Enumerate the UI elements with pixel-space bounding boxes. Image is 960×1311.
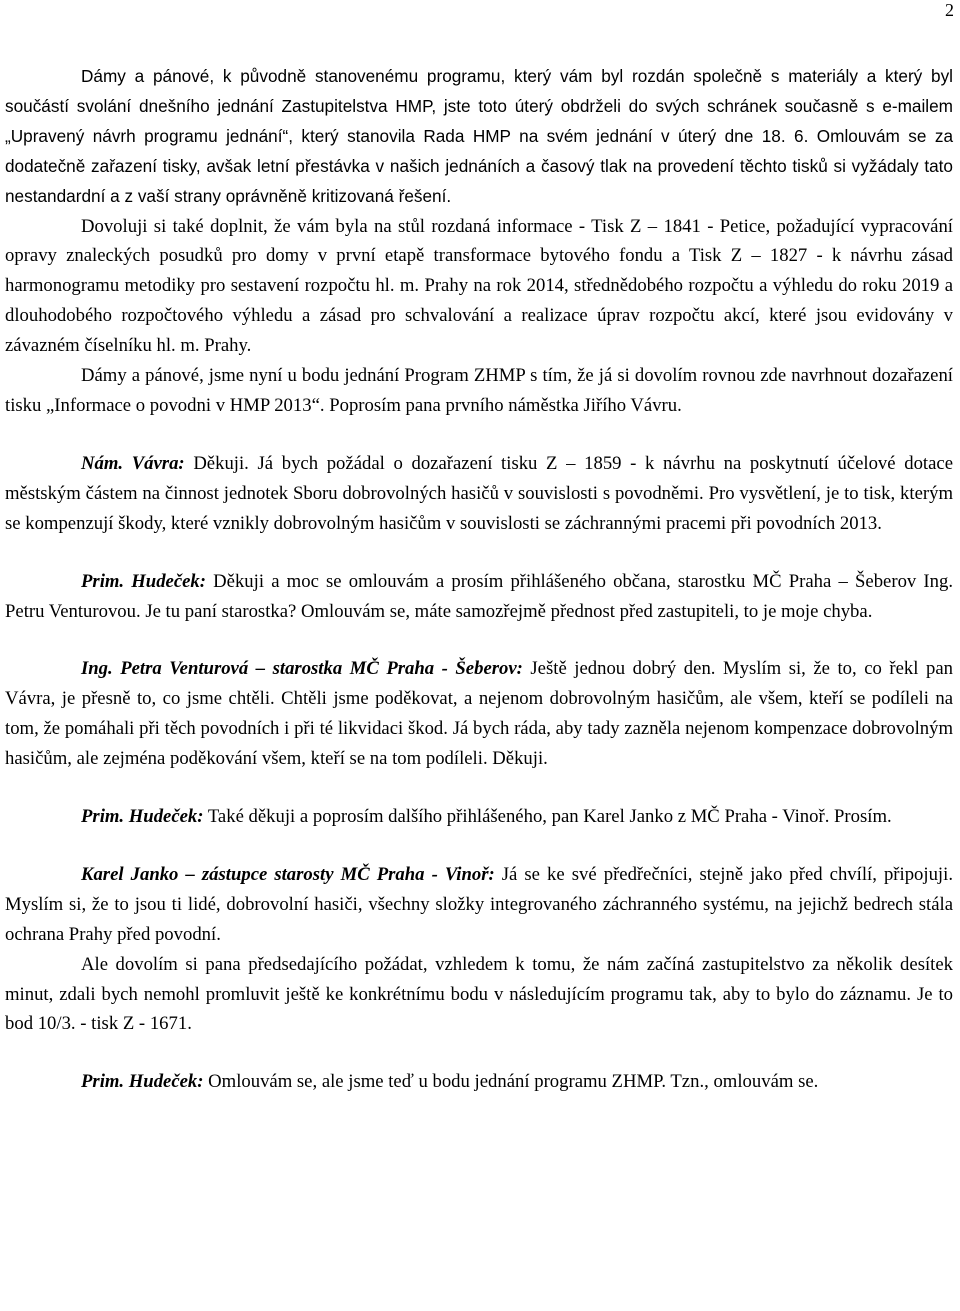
speaker-name: Karel Janko – zástupce starosty MČ Praha - Vinoř: <box>81 863 495 885</box>
statement-text: Ještě jednou dobrý den. Myslím si, že to, co řekl pan Vávra, je přesně to, co jsme chtěli. Chtěli jsme poděkovat, a nejenom dobrovolným hasičům, ale všem, kteří se podíleli na tom, že pomáhali při těch povodních i při té likvidaci škod. Já bych ráda, aby tady zazněla nejenom kompenzace dobrovolným hasičům, ale zejména poděkování všem, kteří se na tom podíleli. Děkuji. <box>5 658 953 770</box>
paragraph-gap <box>5 626 953 654</box>
speaker-name: Prim. Hudeček: <box>81 570 206 592</box>
speaker-name: Ing. Petra Venturová – starostka MČ Praha - Šeberov: <box>81 658 523 680</box>
paragraph-program-proposal <box>5 361 953 421</box>
paragraph-gap <box>5 539 953 567</box>
paragraph-gap <box>5 421 953 449</box>
speaker-name: Prim. Hudeček: <box>81 806 204 828</box>
statement-hudecek-2 <box>5 802 953 832</box>
statement-text: Děkuji a moc se omlouvám a prosím přihlášeného občana, starostku MČ Praha – Šeberov Ing. Petru Venturovou. Je tu paní starostka? Omlouvám se, máte samozřejmě přednost před zastupiteli, to je moje chyba. <box>5 570 954 622</box>
paragraph-text: Ale dovolím si pana předsedajícího požádat, vzhledem k tomu, že nám začíná zastupitelstvo za několik desítek minut, zdali bych nemohl promluvit ještě ke konkrétnímu bodu v následujícím programu tak, aby to bylo do záznamu. Je to bod 10/3. - tisk Z - 1671. <box>5 953 953 1035</box>
statement-text: Děkuji. Já bych požádal o dozařazení tisku Z – 1859 - k návrhu na poskytnutí účelové dotace městským částem na činnost jednotek Sboru dobrovolných hasičů v souvislosti s povodněmi. Pro vysvětlení, je to tisk, kterým se kompenzují škody, které vznikly dobrovolným hasičům v souvislosti se záchrannými pracemi při povodních 2013. <box>5 452 953 534</box>
statement-hudecek-1 <box>5 567 953 627</box>
paragraph-text: Dámy a pánové, jsme nyní u bodu jednání Program ZHMP s tím, že já si dovolím rovnou zde navrhnout dozařazení tisku „Informace o povodni v HMP 2013“. Poprosím pana prvního náměstka Jiřího Vávru. <box>5 365 953 416</box>
statement-janko-continued <box>5 950 953 1040</box>
speaker-name: Prim. Hudeček: <box>81 1071 204 1093</box>
statement-venturova <box>5 654 953 774</box>
paragraph-opening <box>5 62 953 212</box>
paragraph-gap <box>5 832 953 860</box>
paragraph-text: Dovoluji si také doplnit, že vám byla na stůl rozdaná informace - Tisk Z – 1841 - Petice, požadující vypracování opravy znaleckých posudků pro domy v první etapě transformace bytového fondu a Tisk Z – 1827 - k návrhu zásad harmonogramu metodiky pro sestavení rozpočtu hl. m. Prahy na rok 2014, střednědobého rozpočtu a výhledu do roku 2019 a dlouhodobého rozpočtového výhledu a zásad pro schvalování a realizace úprav rozpočtu akcí, které jsou evidovány v závazném číselníku hl. m. Prahy. <box>5 215 953 357</box>
statement-hudecek-3 <box>5 1067 953 1097</box>
paragraph-gap <box>5 774 953 802</box>
statement-text: Omlouvám se, ale jsme teď u bodu jednání programu ZHMP. Tzn., omlouvám se. <box>203 1071 819 1093</box>
statement-janko <box>5 860 953 950</box>
statement-vavra <box>5 449 953 539</box>
paragraph-text: Dámy a pánové, k původně stanovenému programu, který vám byl rozdán společně s materiály a který byl součástí svolání dnešního jednání Zastupitelstva HMP, jste toto úterý obdrželi do svých schránek současně s e-mailem „Upravený návrh programu jednání“, který stanovila Rada HMP na svém jednání v úterý dne 18. 6. Omlouvám se za dodatečně zařazení tisky, avšak letní přestávka v našich jednáních a časový tlak na provedení těchto tisků si vyžádaly tato nestandardní a z vaší strany oprávněně kritizovaná řešení. <box>5 66 953 206</box>
document-body <box>5 62 953 1097</box>
page-number: 2 <box>945 0 954 20</box>
statement-text: Já se ke své předřečníci, stejně jako před chvílí, připojuji. Myslím si, že to jsou ti lidé, dobrovolní hasiči, všechny složky integrovaného záchranného systému, na jejichž bedrech stála ochrana Prahy před povodní. <box>5 863 953 945</box>
statement-text: Také děkuji a poprosím dalšího přihlášeného, pan Karel Janko z MČ Praha - Vinoř. Prosím. <box>203 806 892 828</box>
paragraph-additional-info <box>5 212 953 362</box>
paragraph-gap <box>5 1039 953 1067</box>
speaker-name: Nám. Vávra: <box>81 452 185 474</box>
